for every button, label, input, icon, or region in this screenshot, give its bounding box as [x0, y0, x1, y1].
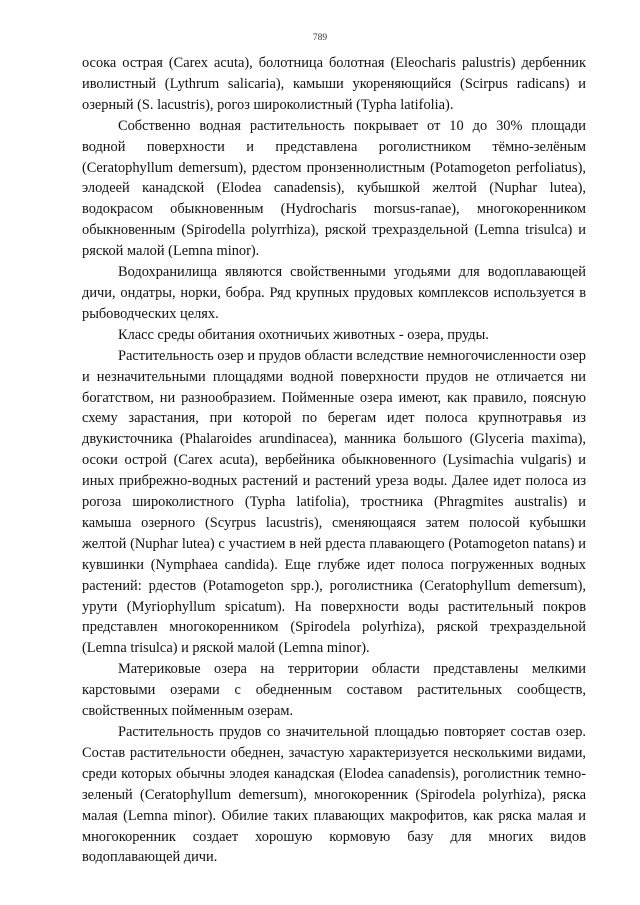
- paragraph-6: Материковые озера на территории области представлены мелкими карстовыми озерами с обедненным составом растительных сообществ, свойственных пойменным озерам.: [82, 661, 586, 720]
- paragraph-3: Водохранилища являются свойственными угодьями для водоплавающей дичи, ондатры, норки, бобра. Ряд крупных прудовых комплексов используется в рыбоводческих целях.: [82, 264, 586, 322]
- paragraph-5: Растительность озер и прудов области вследствие немногочисленности озер и незначительными площадями водной поверхности прудов не отличается ни богатством, ни разнообразием. Пойменные озера имеют, как правило, поясную схему зарастания, при которой по берегам идет полоса крупнотравья из двукисточника (Phalaroides arundinacea), манника большого (Glyceria maxima), осоки острой (Carex acuta), вербейника обыкновенного (Lysimachia vulgaris) и иных прибрежно-водных растений и растений уреза воды. Далее идет полоса из рогоза широколистного (Typha latifolia), тростника (Phragmites australis) и камыша озерного (Scyrpus lacustris), сменяющаяся затем полосой кубышки желтой (Nuphar lutea) с участием в ней рдеста плавающего (Potamogeton natans) и кувшинки (Nymphaea candida). Еще глубже идет полоса погруженных водных растений: рдестов (Potamogeton spp.), роголистника (Ceratophyllum demersum), урути (Myriophyllum spicatum). На поверхности воды растительный покров представлен многокоренником (Spirodela polyrhiza), ряской трехраздельной (Lemna trisulca) и ряской малой (Lemna minor).: [82, 347, 586, 657]
- paragraph-1: осока острая (Carex acuta), болотница болотная (Eleocharis palustris) дербенник иволистный (Lythrum salicaria), камыши укореняющийся (Scirpus radicans) и озерный (S. lacustris), рогоз широколистный (Typha latifolia).: [82, 55, 586, 113]
- paragraph-4: Класс среды обитания охотничьих животных - озера, пруды.: [118, 326, 489, 343]
- page-number: 789: [312, 33, 328, 43]
- paragraph-7: Растительность прудов со значительной площадью повторяет состав озер. Состав растительности обеднен, зачастую характеризуется несколькими видами, среди которых обычны элодея канадская (Elodea canadensis), роголистник темно-зеленый (Ceratophyllum demersum), многокоренник (Spirodela polyrhiza), ряска малая (Lemna minor). Обилие таких плавающих макрофитов, как ряска малая и многокоренник создает хорошую кормовую базу для многих видов водоплавающей дичи.: [82, 724, 586, 866]
- paragraph-2: Собственно водная растительность покрывает от 10 до 30% площади водной поверхности и представлена роголистником тёмно-зелёным (Ceratophyllum demersum), рдестом пронзеннолистным (Potamogeton perfoliatus), элодеей канадской (Elodea canadensis), кубышкой желтой (Nuphar lutea), водокрасом обыкновенным (Hydrocharis morsus-ranae), многокоренником обыкновенным (Spirodella polyrrhiza), ряской трехраздельной (Lemna trisulca) и ряской малой (Lemna minor).: [82, 117, 586, 260]
- body-text: [82, 53, 586, 868]
